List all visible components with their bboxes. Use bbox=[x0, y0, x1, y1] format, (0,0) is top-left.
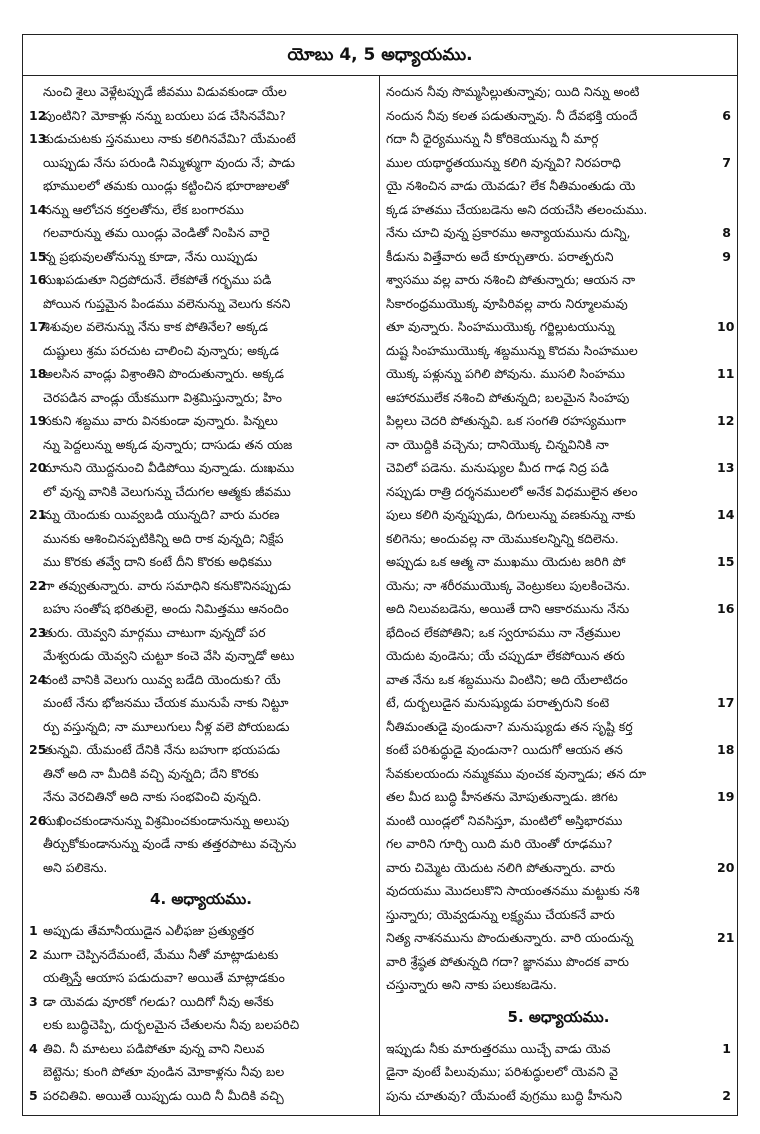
line-text: యెను; నా శరీరముయొక్క వెంట్రుకలు పులకించెను. bbox=[386, 577, 631, 593]
line-text: ఆహారములేక నశించి పోతున్నది; బలమైన సింహపు bbox=[386, 389, 630, 405]
line-text: సుఖపడుతూ నిద్రపోదునే. లేకపోతే గర్భము పడి bbox=[43, 272, 272, 287]
verse-number: 16 bbox=[29, 272, 47, 287]
text-line bbox=[386, 973, 731, 997]
line-text: నందున నీవు కలత పడుతున్నావు. నీ దేవభక్తి యందే bbox=[386, 107, 638, 123]
text-line bbox=[29, 966, 373, 990]
line-text: న్ను యెందుకు యివ్వబడి యున్నది? వారు మరణ bbox=[43, 507, 280, 522]
text-line bbox=[386, 386, 731, 410]
verse-number: 23 bbox=[29, 624, 47, 640]
verse-number: 25 bbox=[29, 742, 47, 757]
text-line bbox=[29, 715, 373, 739]
line-text: అది నిలువబడెను, అయితే దాని ఆకారమును నేను bbox=[386, 601, 630, 616]
text-line bbox=[386, 668, 731, 692]
line-text: దుష్టులు శ్రమ పరచుట చాలించి వున్నారు; అక్కడ bbox=[43, 342, 279, 358]
text-line bbox=[386, 480, 731, 504]
text-line bbox=[29, 1013, 373, 1037]
text-line bbox=[386, 221, 731, 245]
line-text: గల వారిని గూర్చి యిది మరి యెంతో రూఢము? bbox=[386, 836, 613, 851]
text-line bbox=[386, 950, 731, 974]
line-text: వారి శ్రేష్ఠత పోతున్నది గదా? జ్ఞానము పొందక వారు bbox=[386, 953, 630, 969]
line-text: డా యెవడు వూరకో గలడు? యిదిగో నీవు అనేకు bbox=[43, 993, 274, 1009]
line-text: గదా నీ ధైర్యమున్ను నీ కోరికెయున్ను నీ మార్గ bbox=[386, 131, 599, 146]
text-line bbox=[386, 80, 731, 104]
line-text: తూ వున్నారు. సింహముయొక్క గర్జిల్లుటయున్ను bbox=[386, 319, 615, 334]
line-text: కలిగెను; అందువల్ల నా యెముకలన్నిన్ని కదిలెను. bbox=[386, 530, 619, 546]
line-text: యిప్పుడు నేను పరుండి నిమ్మళ్ముగా వుందు నే; పాడు bbox=[43, 154, 295, 170]
verse-number: 1 bbox=[29, 923, 38, 938]
line-text: నన్ను ఆలోచన కర్తలతోను, లేక బంగారము bbox=[43, 201, 244, 217]
line-text: వంటి వానికి వెలుగు యివ్వ బడేది యెందుకు? యే bbox=[43, 671, 281, 687]
line-text: నిత్య నాశనమును పొందుతున్నారు. వారి యందున్న bbox=[386, 930, 634, 945]
text-line bbox=[386, 621, 731, 645]
verse-number: 4 bbox=[29, 1040, 38, 1056]
text-line bbox=[29, 198, 373, 222]
line-text: సుఖించకుండానున్ను విశ్రమించకుండానున్ను అలుపు bbox=[43, 812, 290, 828]
line-text: పును చూతువు? యేమంటే వుగ్రము బుద్ధి హీనుని bbox=[386, 1087, 622, 1103]
line-text: యెదుట వుండెను; యే చప్పుడూ లేకపోయిన తరు bbox=[386, 648, 625, 663]
text-line bbox=[386, 245, 731, 269]
text-line bbox=[29, 762, 373, 786]
page-frame bbox=[22, 34, 738, 1116]
line-text: మానుని యొద్దనుంచి వీడిపోయి వున్నాడు. దుఃఖము bbox=[43, 460, 295, 475]
line-text: పులు కలిగి వున్నప్పుడు, దిగులున్ను వణకున్ను నాకు bbox=[386, 507, 636, 522]
text-line bbox=[386, 597, 735, 621]
page-header: యోబు 4, 5 అధ్యాయము. bbox=[23, 35, 737, 76]
verse-number: 15 bbox=[29, 248, 47, 264]
text-line bbox=[386, 315, 735, 339]
line-text: ర్పు వస్తున్నది; నా మూలుగులు నీళ్ల వలె పోయబడు bbox=[43, 718, 290, 734]
text-line bbox=[29, 785, 373, 809]
text-line bbox=[29, 151, 373, 175]
text-line bbox=[386, 1037, 731, 1061]
text-line bbox=[29, 127, 373, 151]
text-line bbox=[29, 1084, 373, 1108]
line-text: సకుని శబ్దము వారు వినకుండా వున్నారు. పిన్నలు bbox=[43, 413, 278, 428]
line-text: దుష్ట సింహముయొక్క శబ్దమున్ను కొదమ సింహముల bbox=[386, 342, 638, 358]
text-line bbox=[29, 268, 373, 292]
text-line bbox=[29, 1037, 373, 1061]
text-line bbox=[29, 527, 373, 551]
text-line bbox=[29, 221, 373, 245]
verse-number: 10 bbox=[717, 319, 735, 334]
verse-number: 5 bbox=[29, 1087, 38, 1103]
text-line bbox=[386, 926, 735, 950]
text-line bbox=[386, 503, 735, 527]
line-text: మంటి యిండ్లలో నివసిస్తూ, మంటిలో అస్తిభారము bbox=[386, 812, 623, 828]
verse-number: 14 bbox=[717, 507, 735, 522]
line-text: టే, దుర్బలుడైన మనుష్యుడు పరాత్పరుని కంటె bbox=[386, 695, 610, 710]
text-line bbox=[386, 527, 731, 551]
text-line bbox=[29, 409, 373, 433]
line-text: వాత నేను ఒక శబ్దమును వింటిని; అది యేలాటిదం bbox=[386, 671, 628, 687]
text-line bbox=[386, 339, 731, 363]
line-text: నీతిమంతుడై వుండునా? మనుష్యుడు తన సృష్టి కర్త bbox=[386, 718, 633, 734]
text-line bbox=[386, 409, 735, 433]
line-text: మేశ్వరుడు యెవ్వని చుట్టూ కంచె వేసి వున్నాడో అటు bbox=[43, 648, 295, 663]
chapter-heading: 4. అధ్యాయము. bbox=[150, 890, 252, 908]
verse-number: 2 bbox=[722, 1087, 731, 1103]
text-line bbox=[29, 292, 373, 316]
line-text: నేను చూచి వున్న ప్రకారము అన్యాయమును దున్ని, bbox=[386, 225, 631, 240]
verse-number: 20 bbox=[717, 859, 735, 875]
text-line bbox=[386, 715, 731, 739]
line-text: మునకు ఆశించినప్పటికిన్ని అది రాక వున్నది; నిక్షేప bbox=[43, 530, 284, 546]
line-text: నేను వెరచితినో అది నాకు సంభవించి వున్నది. bbox=[43, 789, 262, 804]
line-text: బెట్టెను; కుంగి పోతూ వుండిన మోకాళ్లను నీవు బల bbox=[43, 1064, 285, 1079]
verse-number: 3 bbox=[29, 993, 38, 1009]
text-line bbox=[386, 691, 735, 715]
line-text: పరచితివి. అయితే యిప్పుడు యిది నీ మీదికి వచ్చి bbox=[43, 1087, 284, 1103]
text-line bbox=[386, 433, 731, 457]
text-line bbox=[386, 292, 731, 316]
verse-number: 6 bbox=[722, 107, 731, 123]
line-text: తివి. నీ మాటలు పడిపోతూ వున్న వాని నిలువ bbox=[43, 1040, 265, 1056]
verse-number: 20 bbox=[29, 460, 47, 475]
line-text: అప్పుడు తేమానీయుడైన ఎలీఫజు ప్రత్యుత్తర bbox=[43, 923, 255, 938]
line-text: అప్పుడు ఒక ఆత్మ నా ముఖము యెదుట జరిగి పో bbox=[386, 554, 626, 569]
text-line bbox=[386, 738, 735, 762]
text-line bbox=[29, 856, 373, 880]
text-line bbox=[29, 386, 373, 410]
verse-number: 17 bbox=[29, 319, 47, 334]
text-line bbox=[29, 362, 373, 386]
text-line bbox=[386, 1084, 731, 1108]
line-text: నుంచి శైలు వెళ్లేటప్పుడే జీవము విడువకుండా యేల bbox=[43, 84, 287, 99]
left-column bbox=[23, 76, 380, 1115]
verse-number: 18 bbox=[717, 742, 735, 757]
text-line bbox=[29, 832, 373, 856]
columns bbox=[23, 76, 737, 1115]
text-line bbox=[29, 621, 373, 645]
verse-number: 12 bbox=[29, 107, 47, 123]
text-line bbox=[386, 762, 731, 786]
verse-number: 24 bbox=[29, 671, 47, 687]
line-text: యొక్క పళ్లున్ను పగిలి పోవును. ముసలి సింహము bbox=[386, 366, 625, 381]
text-line bbox=[29, 919, 373, 943]
verse-number: 13 bbox=[29, 131, 47, 146]
line-text: సికారంధ్రముయొక్క వూపిరివల్ల వారు నిర్మూలమవు bbox=[386, 295, 628, 311]
verse-number: 2 bbox=[29, 946, 38, 962]
line-text: కీడును విత్తేవారు అదే కూర్చుతారు. పరాత్పరుని bbox=[386, 248, 614, 264]
line-text: గలవారున్ను తమ యిండ్లు వెండితో నింపిన వారై bbox=[43, 225, 270, 240]
text-line bbox=[29, 174, 373, 198]
line-text: శ్వాసము వల్ల వారు నశించి పోతున్నారు; ఆయన నా bbox=[386, 272, 636, 287]
line-text: ముల యథార్థతయున్ను కలిగి వున్నవి? నిరపరాధి bbox=[386, 154, 621, 170]
verse-number: 8 bbox=[722, 225, 731, 240]
line-text: భూములలో తమకు యిండ్లు కట్టించిన భూరాజులతో bbox=[43, 178, 289, 193]
verse-number: 19 bbox=[29, 413, 47, 428]
line-text: యత్నిస్తే ఆయాస పడుదువా? అయితే మాట్లాడకుం bbox=[43, 970, 285, 985]
text-line bbox=[29, 943, 373, 967]
text-line bbox=[29, 80, 373, 104]
text-line bbox=[386, 785, 735, 809]
line-text: తీర్చుకోకుండానున్ను వుండే నాకు తత్తరపాటు వచ్చెను bbox=[43, 836, 297, 851]
text-line bbox=[29, 315, 373, 339]
line-text: నా యొద్దికి వచ్చెను; దానియొక్క చిన్నవినికి నా bbox=[386, 436, 609, 452]
line-text: కుడుచుటకు స్తనములు నాకు కలిగినవేమి? యేమంటే bbox=[43, 131, 296, 146]
text-line bbox=[29, 245, 373, 269]
text-line bbox=[29, 574, 373, 598]
line-text: సేవకులయందు నమ్మకము వుంచక వున్నాడు; తన దూ bbox=[386, 765, 647, 781]
line-text: భేదించ లేకపోతిని; ఒక స్వరూపము నా నేత్రముల bbox=[386, 624, 621, 640]
line-text: తురు. యెవ్వని మార్గము చాటుగా వున్నదో పర bbox=[43, 624, 266, 640]
verse-number: 18 bbox=[29, 366, 47, 381]
line-text: డైనా వుంటే పిలువుము; పరిశుద్ధులలో యెవని వై bbox=[386, 1064, 618, 1079]
line-text: మంటే నేను భోజనము చేయక మునుపే నాకు నిట్టూ bbox=[43, 695, 289, 710]
verse-number: 1 bbox=[722, 1040, 731, 1056]
verse-number: 13 bbox=[717, 460, 735, 475]
text-line bbox=[29, 550, 373, 574]
verse-number: 12 bbox=[717, 413, 735, 428]
line-text: న్ను పెద్దలున్ను అక్కడ వున్నారు; దాసుడు తన యజ bbox=[43, 436, 293, 452]
chapter-heading: 5. అధ్యాయము. bbox=[507, 1007, 610, 1026]
text-line bbox=[386, 574, 731, 598]
text-line bbox=[386, 644, 731, 668]
verse-number: 21 bbox=[29, 507, 47, 522]
line-text: అని పలికెను. bbox=[43, 859, 108, 875]
right-column bbox=[380, 76, 737, 1115]
line-text: వారు చిమ్మెట యెదుట నలిగి పోతున్నారు. వారు bbox=[386, 859, 616, 875]
line-text: పోయిన గుప్తమైన పిండము వలెనున్ను వెలుగు కనని bbox=[43, 295, 291, 311]
verse-number: 15 bbox=[717, 554, 735, 569]
verse-number: 22 bbox=[29, 577, 47, 593]
line-text: శిశువుల వలెనున్ను నేను కాక పోతినేల? అక్కడ bbox=[43, 319, 268, 334]
verse-number: 14 bbox=[29, 201, 47, 217]
line-text: న్న ప్రభువులతోనున్ను కూడా, నేను యిప్పుడు bbox=[43, 248, 258, 264]
line-text: వుదయము మొదలుకొని సాయంతనము మట్టుకు నశి bbox=[386, 883, 640, 898]
verse-number: 17 bbox=[717, 695, 735, 710]
verse-number: 16 bbox=[717, 601, 735, 616]
line-text: తల మీద బుద్ధి హీనతను మోపుతున్నాడు. జిగట bbox=[386, 789, 618, 804]
text-line bbox=[386, 151, 731, 175]
line-text: యై నశించిన వాడు యెవడు? లేక నీతిమంతుడు యె bbox=[386, 178, 636, 193]
line-text: చస్తున్నారు అని నాకు పలుకబడెను. bbox=[386, 977, 557, 992]
text-line bbox=[386, 550, 735, 574]
line-text: లకు బుద్ధిచెప్పి, దుర్బలమైన చేతులను నీవు బలపరిచి bbox=[43, 1017, 300, 1032]
line-text: ముగా చెప్పినదేమంటే, మేము నీతో మాట్లాడుటకు bbox=[43, 946, 279, 962]
text-line bbox=[29, 809, 373, 833]
text-line bbox=[386, 903, 731, 927]
verse-number: 21 bbox=[717, 930, 735, 945]
text-line bbox=[29, 644, 373, 668]
line-text: నందున నీవు సొమ్మసిల్లుతున్నావు; యిది నిన్ను అంటి bbox=[386, 84, 640, 99]
line-text: పిల్లలు చెదరి పోతున్నవి. ఒక సంగతి రహస్యముగా bbox=[386, 413, 626, 428]
text-line bbox=[29, 1060, 373, 1084]
line-text: తున్నవి. యేమంటే దేనికి నేను బహుగా భయపడు bbox=[43, 742, 280, 757]
text-line bbox=[29, 503, 373, 527]
text-line bbox=[386, 198, 731, 222]
text-line bbox=[29, 691, 373, 715]
line-text: లో వున్న వానికి వెలుగున్ను చేదుగల ఆత్మకు జీవము bbox=[43, 483, 291, 499]
verse-number: 7 bbox=[722, 154, 731, 170]
text-line bbox=[29, 480, 373, 504]
text-line bbox=[29, 668, 373, 692]
line-text: స్తున్నారు; యెవ్వడున్ను లక్ష్యము చేయకనే వారు bbox=[386, 906, 615, 922]
text-line bbox=[386, 832, 731, 856]
line-text: ఇప్పుడు నీకు మారుత్తరము యిచ్చే వాడు యెవ bbox=[386, 1040, 611, 1056]
text-line bbox=[29, 456, 373, 480]
text-line bbox=[29, 597, 373, 621]
verse-number: 19 bbox=[717, 789, 735, 804]
text-line bbox=[386, 268, 731, 292]
text-line bbox=[386, 174, 731, 198]
line-text: తినో అది నా మీదికి వచ్చి వున్నది; దేని కొరకు bbox=[43, 765, 259, 781]
verse-number: 26 bbox=[29, 812, 47, 828]
text-line bbox=[29, 339, 373, 363]
line-text: నప్పుడు రాత్రి దర్శనములలో అనేక విధములైన తలం bbox=[386, 483, 638, 499]
text-line bbox=[386, 362, 735, 386]
line-text: అలసిన వాండ్లు విశ్రాంతిని పొందుతున్నారు. అక్కడ bbox=[43, 366, 285, 381]
line-text: క్కడ హతము చేయబడెను అని దయచేసి తలంచుము. bbox=[386, 201, 648, 217]
text-line bbox=[386, 104, 731, 128]
line-text: చెరపడిన వాండ్లు యేకముగా విశ్రమిస్తున్నారు; హిం bbox=[43, 389, 282, 405]
text-line bbox=[29, 433, 373, 457]
text-line bbox=[386, 809, 731, 833]
text-line bbox=[386, 127, 731, 151]
verse-number: 9 bbox=[722, 248, 731, 264]
text-line bbox=[29, 104, 373, 128]
text-line bbox=[386, 856, 735, 880]
line-text: బహు సంతోష భరితులై, అందు నిమిత్తము ఆనందిం bbox=[43, 601, 289, 616]
text-line bbox=[29, 990, 373, 1014]
line-text: చెవిలో పడెను. మనుష్యుల మీద గాఢ నిద్ర పడి bbox=[386, 460, 609, 475]
line-text: గా తవ్వుతున్నారు. వారు సమాధిని కనుకొనినప్పుడు bbox=[43, 577, 291, 593]
line-text: కంటే పరిశుద్ధుడై వుండునా? యిదుగో ఆయన తన bbox=[386, 742, 623, 757]
text-line bbox=[29, 738, 373, 762]
text-line bbox=[386, 879, 731, 903]
line-text: పుంటిని? మోకాళ్లు నన్ను బయలు పడ చేసినవేమి? bbox=[43, 107, 286, 123]
text-line bbox=[386, 1060, 731, 1084]
line-text: ము కొరకు తవ్వే దాని కంటే దీని కొరకు అధికము bbox=[43, 554, 272, 569]
text-line bbox=[386, 456, 735, 480]
verse-number: 11 bbox=[717, 366, 735, 381]
